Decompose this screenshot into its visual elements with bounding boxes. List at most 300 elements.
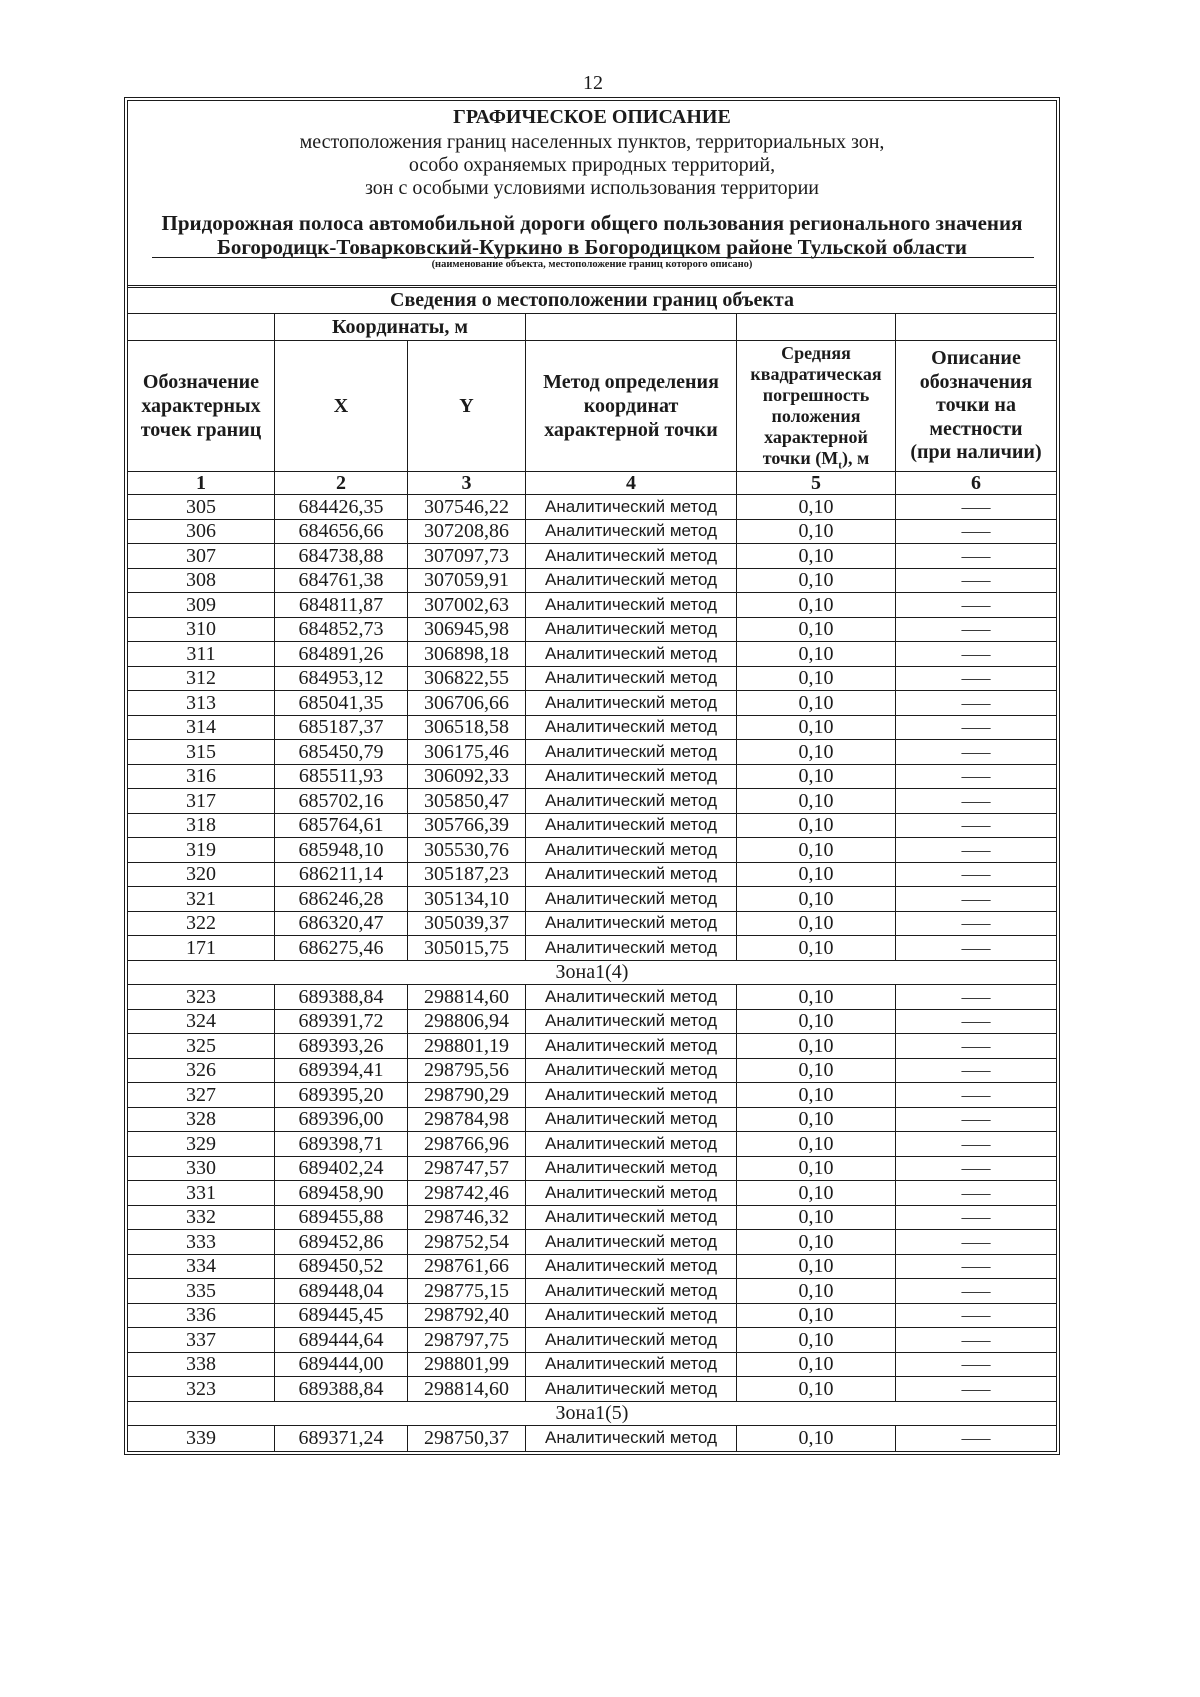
cell-error-text: 0,10 [798, 1206, 834, 1229]
cell-method [526, 1010, 737, 1034]
cell-x [275, 520, 408, 544]
table-row [128, 1181, 1056, 1206]
table-row [128, 814, 1056, 839]
cell-method-text: Аналитический метод [544, 1133, 718, 1153]
cell-method [526, 912, 737, 936]
cell-description [896, 691, 1056, 715]
cell-y [408, 1157, 526, 1181]
cell-error-text: 0,10 [798, 1230, 834, 1253]
cell-point [128, 985, 275, 1009]
cell-x-text: 685948,10 [298, 838, 384, 861]
cell-method [526, 495, 737, 519]
cell-point-text: 317 [186, 789, 216, 812]
cell-method-text: Аналитический метод [544, 619, 718, 639]
header-line: характерных [141, 395, 261, 417]
cell-description [896, 667, 1056, 691]
cell-description-text: — [961, 545, 991, 566]
cell-method [526, 1353, 737, 1377]
cell-y-text: 298792,40 [424, 1304, 509, 1327]
cell-error [737, 740, 896, 764]
cell-error [737, 1108, 896, 1132]
cell-method-text: Аналитический метод [544, 839, 718, 859]
cell-method-text: Аналитический метод [544, 668, 718, 688]
cell-point [128, 1181, 275, 1205]
cell-description-text: — [961, 1109, 991, 1130]
cell-point [128, 1426, 275, 1451]
cell-point [128, 667, 275, 691]
cell-method [526, 569, 737, 593]
cell-error [737, 642, 896, 666]
cell-error-text: 0,10 [798, 985, 834, 1008]
header-line: положения [771, 406, 861, 426]
cell-description [896, 544, 1056, 568]
cell-error-text: 0,10 [798, 1108, 834, 1131]
table-row [128, 1328, 1056, 1353]
cell-point-text: 337 [186, 1328, 216, 1351]
cell-method [526, 1059, 737, 1083]
cell-error-text: 0,10 [798, 1181, 834, 1204]
cell-point-text: 332 [186, 1206, 216, 1229]
table-row [128, 1132, 1056, 1157]
cell-description [896, 1157, 1056, 1181]
cell-x [275, 936, 408, 960]
cell-method [526, 814, 737, 838]
table-row [128, 1426, 1056, 1451]
cell-description-text: — [961, 888, 991, 909]
cell-y-text: 305850,47 [424, 789, 509, 812]
cell-point [128, 642, 275, 666]
cell-x-text: 689393,26 [298, 1034, 384, 1057]
cell-point-text: 322 [186, 912, 216, 935]
header-line [763, 448, 869, 469]
cell-description [896, 1377, 1056, 1401]
cell-method-text: Аналитический метод [544, 1231, 718, 1251]
cell-method-text: Аналитический метод [544, 1378, 718, 1398]
cell-error-text: 0,10 [798, 936, 834, 959]
cell-y [408, 716, 526, 740]
cell-method-text: Аналитический метод [544, 1084, 718, 1104]
cell-x-text: 684426,35 [298, 495, 384, 518]
cell-description [896, 740, 1056, 764]
cell-method [526, 1206, 737, 1230]
cell-description [896, 1181, 1056, 1205]
column-number: 3 [408, 472, 526, 494]
cell-description-text: — [961, 1133, 991, 1154]
cell-point [128, 1255, 275, 1279]
cell-y [408, 887, 526, 911]
cell-x-text: 686275,46 [298, 936, 384, 959]
cell-point [128, 887, 275, 911]
cell-x [275, 1377, 408, 1401]
cell-description [896, 642, 1056, 666]
cell-point [128, 936, 275, 960]
cell-y-text: 298775,15 [424, 1279, 509, 1302]
cell-error [737, 1157, 896, 1181]
cell-point-text: 323 [186, 1377, 216, 1400]
table-row [128, 936, 1056, 961]
cell-y-text: 298766,96 [424, 1132, 509, 1155]
column-number-row [128, 472, 1056, 495]
cell-point-text: 320 [186, 863, 216, 886]
cell-method-text: Аналитический метод [544, 545, 718, 565]
header-description [896, 341, 1056, 471]
cell-method-text: Аналитический метод [544, 1011, 718, 1031]
cell-point [128, 1206, 275, 1230]
cell-x-text: 689388,84 [298, 985, 384, 1008]
cell-x [275, 765, 408, 789]
cell-y-text: 298750,37 [424, 1427, 509, 1450]
header-line: характерной точки [544, 419, 718, 441]
cell-y [408, 495, 526, 519]
header-line: (при наличии) [910, 441, 1042, 464]
table-row [128, 1157, 1056, 1182]
cell-x-text: 685702,16 [298, 789, 384, 812]
cell-error [737, 1059, 896, 1083]
cell-y-text: 298801,99 [424, 1353, 509, 1376]
header-line: точки на [936, 394, 1016, 417]
cell-point-text: 327 [186, 1083, 216, 1106]
header-method [526, 341, 737, 471]
subtitle-line: особо охраняемых природных территорий, [408, 154, 776, 176]
cell-error-text: 0,10 [798, 716, 834, 739]
table-row [128, 887, 1056, 912]
header-line: местности [929, 417, 1023, 440]
cell-description-text: — [961, 986, 991, 1007]
cell-error-text: 0,10 [798, 642, 834, 665]
cell-method [526, 520, 737, 544]
cell-error-text: 0,10 [798, 887, 834, 910]
cell-description-text: — [961, 1378, 991, 1399]
cell-x-text: 684891,26 [298, 642, 384, 665]
cell-x [275, 1328, 408, 1352]
cell-description-text: — [961, 496, 991, 517]
cell-point [128, 765, 275, 789]
cell-x [275, 642, 408, 666]
cell-error [737, 1353, 896, 1377]
table-row [128, 691, 1056, 716]
cell-error [737, 1279, 896, 1303]
table-row [128, 642, 1056, 667]
cell-y-text: 305530,76 [424, 838, 509, 861]
cell-description [896, 618, 1056, 642]
cell-description-text: — [961, 1354, 991, 1375]
cell-y [408, 863, 526, 887]
cell-y-text: 298790,29 [424, 1083, 509, 1106]
header-line: Средняя [781, 343, 851, 363]
cell-description [896, 912, 1056, 936]
cell-description-text: — [961, 1060, 991, 1081]
cell-method [526, 1304, 737, 1328]
cell-error-text: 0,10 [798, 1255, 834, 1278]
cell-description [896, 1010, 1056, 1034]
header-line: точек границ [140, 419, 262, 441]
cell-error-text: 0,10 [798, 1083, 834, 1106]
cell-method [526, 1157, 737, 1181]
cell-y-text: 307208,86 [424, 520, 509, 543]
cell-method-text: Аналитический метод [544, 1256, 718, 1276]
cell-y-text: 305015,75 [424, 936, 509, 959]
cell-point [128, 520, 275, 544]
cell-x-text: 684738,88 [298, 544, 384, 567]
cell-description [896, 1034, 1056, 1058]
header-line: характерной [764, 427, 868, 447]
cell-x-text: 689455,88 [298, 1206, 384, 1229]
cell-point [128, 1108, 275, 1132]
table-row [128, 1108, 1056, 1133]
cell-error [737, 814, 896, 838]
cell-description [896, 1279, 1056, 1303]
cell-y [408, 1230, 526, 1254]
cell-description [896, 716, 1056, 740]
cell-x-text: 689394,41 [298, 1059, 384, 1082]
cell-x-text: 686211,14 [298, 863, 384, 886]
cell-description-text: — [961, 1329, 991, 1350]
cell-method-text: Аналитический метод [544, 594, 718, 614]
cell-point [128, 863, 275, 887]
cell-error [737, 1377, 896, 1401]
cell-y-text: 306092,33 [424, 765, 509, 788]
header-blank-cell [526, 314, 737, 340]
cell-description-text: — [961, 839, 991, 860]
cell-method-text: Аналитический метод [544, 692, 718, 712]
cell-method [526, 765, 737, 789]
cell-error-text: 0,10 [798, 765, 834, 788]
cell-description-text: — [961, 1231, 991, 1252]
cell-point-text: 324 [186, 1010, 216, 1033]
column-number: 6 [971, 472, 981, 494]
header-y: Y [408, 341, 526, 471]
cell-description-text: — [961, 1011, 991, 1032]
cell-point-text: 312 [186, 667, 216, 690]
column-number: 2 [275, 472, 408, 494]
cell-x-text: 684761,38 [298, 569, 384, 592]
cell-y-text: 306898,18 [424, 642, 509, 665]
table-header-row [128, 341, 1056, 472]
cell-description [896, 887, 1056, 911]
zone-row [128, 1402, 1056, 1427]
cell-point [128, 789, 275, 813]
subscript: t [838, 459, 842, 471]
cell-point [128, 495, 275, 519]
cell-x [275, 667, 408, 691]
cell-point [128, 1132, 275, 1156]
object-name-rule [152, 257, 1034, 258]
cell-y [408, 838, 526, 862]
cell-error-text: 0,10 [798, 667, 834, 690]
cell-point [128, 1353, 275, 1377]
cell-error-text: 0,10 [798, 544, 834, 567]
table-row [128, 520, 1056, 545]
cell-y-text: 298742,46 [424, 1181, 509, 1204]
cell-y [408, 1206, 526, 1230]
cell-description [896, 1304, 1056, 1328]
cell-point-text: 310 [186, 618, 216, 641]
cell-description [896, 1132, 1056, 1156]
cell-description-text: — [961, 1280, 991, 1301]
cell-point-text: 309 [186, 593, 216, 616]
cell-y [408, 1059, 526, 1083]
cell-point [128, 691, 275, 715]
cell-error-text: 0,10 [798, 838, 834, 861]
cell-x-text: 689396,00 [298, 1108, 384, 1131]
cell-x [275, 1279, 408, 1303]
column-number: 5 [737, 472, 896, 494]
cell-method [526, 1279, 737, 1303]
cell-description-text: — [961, 1158, 991, 1179]
cell-error-text: 0,10 [798, 569, 834, 592]
cell-error [737, 667, 896, 691]
cell-method-text: Аналитический метод [544, 1182, 718, 1202]
cell-y-text: 298814,60 [424, 985, 509, 1008]
cell-y-text: 306945,98 [424, 618, 509, 641]
cell-description-text: — [961, 937, 991, 958]
cell-description [896, 1328, 1056, 1352]
cell-y-text: 306706,66 [424, 691, 509, 714]
cell-point [128, 569, 275, 593]
table-row [128, 1279, 1056, 1304]
subtitle-line: местоположения границ населенных пунктов, территориальных зон, [299, 131, 885, 153]
cell-description-text: — [961, 790, 991, 811]
cell-point [128, 1059, 275, 1083]
cell-x-text: 689445,45 [298, 1304, 384, 1327]
header-blank-cell [896, 314, 1056, 340]
cell-description [896, 1353, 1056, 1377]
cell-error [737, 569, 896, 593]
cell-point-text: 325 [186, 1034, 216, 1057]
cell-y-text: 306175,46 [424, 740, 509, 763]
cell-x-text: 686246,28 [298, 887, 384, 910]
table-header-group-row [128, 314, 1056, 341]
cell-error-text: 0,10 [798, 912, 834, 935]
cell-x [275, 1083, 408, 1107]
cell-description [896, 1230, 1056, 1254]
cell-description [896, 520, 1056, 544]
table-row [128, 1010, 1056, 1035]
cell-x [275, 863, 408, 887]
cell-point-text: 313 [186, 691, 216, 714]
cell-method [526, 1132, 737, 1156]
cell-point-text: 306 [186, 520, 216, 543]
cell-error [737, 985, 896, 1009]
cell-error-text: 0,10 [798, 740, 834, 763]
cell-x [275, 495, 408, 519]
cell-error [737, 1328, 896, 1352]
document-sheet [124, 97, 1060, 1455]
cell-method-text: Аналитический метод [544, 496, 718, 516]
cell-description [896, 765, 1056, 789]
object-name-line: Богородицк-Товарковский-Куркино в Богородицком районе Тульской области [216, 235, 967, 259]
cell-x [275, 838, 408, 862]
cell-method [526, 863, 737, 887]
cell-y [408, 740, 526, 764]
table-row [128, 544, 1056, 569]
cell-x [275, 740, 408, 764]
cell-y-text: 305766,39 [424, 814, 509, 837]
cell-description-text: — [961, 1182, 991, 1203]
cell-error-text: 0,10 [798, 1304, 834, 1327]
cell-error [737, 838, 896, 862]
cell-description-text: — [961, 594, 991, 615]
cell-point [128, 838, 275, 862]
table-row [128, 740, 1056, 765]
table-row [128, 569, 1056, 594]
cell-point [128, 1010, 275, 1034]
cell-error-text: 0,10 [798, 1427, 834, 1450]
cell-x [275, 691, 408, 715]
header-line-part: ), м [841, 448, 870, 468]
cell-y [408, 593, 526, 617]
cell-point-text: 318 [186, 814, 216, 837]
header-blank-cell [737, 314, 896, 340]
cell-error [737, 1010, 896, 1034]
cell-description-text: — [961, 1428, 991, 1449]
cell-x-text: 685764,61 [298, 814, 384, 837]
cell-method-text: Аналитический метод [544, 570, 718, 590]
cell-x-text: 689452,86 [298, 1230, 384, 1253]
cell-description [896, 863, 1056, 887]
cell-y [408, 1034, 526, 1058]
cell-error [737, 1083, 896, 1107]
cell-x-text: 685511,93 [298, 765, 384, 788]
cell-point [128, 740, 275, 764]
cell-point-text: 338 [186, 1353, 216, 1376]
cell-method [526, 716, 737, 740]
zone-row [128, 961, 1056, 986]
cell-error [737, 544, 896, 568]
cell-description-text: — [961, 570, 991, 591]
cell-point-text: 314 [186, 716, 216, 739]
cell-x-text: 689398,71 [298, 1132, 384, 1155]
cell-x-text: 689444,64 [298, 1328, 384, 1351]
cell-error [737, 618, 896, 642]
cell-x [275, 1034, 408, 1058]
cell-method-text: Аналитический метод [544, 1035, 718, 1055]
cell-x-text: 684811,87 [298, 593, 384, 616]
cell-y-text: 307097,73 [424, 544, 509, 567]
cell-error [737, 495, 896, 519]
subtitle-line: зон с особыми условиями использования территории [364, 177, 820, 199]
cell-x [275, 1304, 408, 1328]
zone-label: Зона1(5) [555, 1402, 629, 1425]
cell-error [737, 1034, 896, 1058]
cell-x [275, 593, 408, 617]
cell-x [275, 1157, 408, 1181]
cell-error-text: 0,10 [798, 1059, 834, 1082]
document-title: ГРАФИЧЕСКОЕ ОПИСАНИЕ [453, 106, 731, 128]
cell-point [128, 1279, 275, 1303]
cell-error [737, 765, 896, 789]
cell-error [737, 593, 896, 617]
cell-description [896, 1426, 1056, 1451]
cell-error-text: 0,10 [798, 691, 834, 714]
cell-x [275, 1255, 408, 1279]
cell-y-text: 298784,98 [424, 1108, 509, 1131]
cell-y [408, 520, 526, 544]
cell-y-text: 298806,94 [424, 1010, 509, 1033]
cell-y-text: 298746,32 [424, 1206, 509, 1229]
cell-description-text: — [961, 619, 991, 640]
table-row [128, 789, 1056, 814]
cell-error [737, 1426, 896, 1451]
cell-error [737, 1255, 896, 1279]
column-number: 1 [128, 472, 275, 494]
cell-method [526, 1426, 737, 1451]
cell-point-text: 321 [186, 887, 216, 910]
cell-description-text: — [961, 668, 991, 689]
cell-method [526, 936, 737, 960]
cell-description-text: — [961, 913, 991, 934]
cell-x-text: 689388,84 [298, 1377, 384, 1400]
